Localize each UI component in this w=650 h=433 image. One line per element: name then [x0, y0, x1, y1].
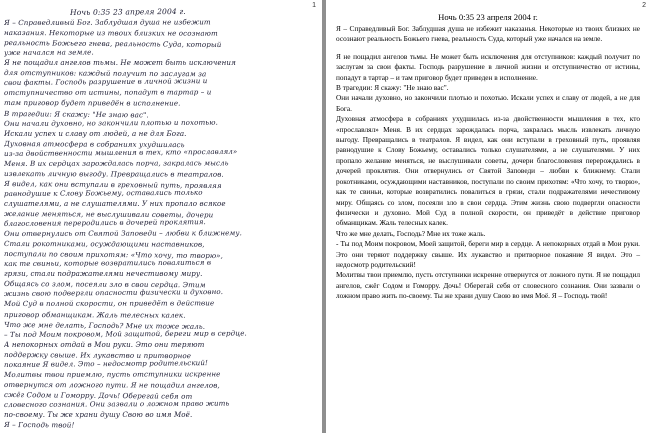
handwritten-line: из-за двойственности мышления в тех, кто «прославлял»	[3, 146, 238, 158]
handwritten-line: извлекать личную выгоду. Превращались в театралов.	[3, 168, 224, 179]
paragraph: Что же мне делать, Господь? Мне их тоже жаль.	[336, 228, 486, 238]
typed-text	[336, 12, 640, 302]
paragraph: Духовная атмосфера в собраниях ухудшилась из-за двойственности мышления в тех, кто «прославлял» Меня. В их сердцах зарождалась порча, закралась мысль извлекать личную выгоду. Превращались в театралов. Я видел, как они вступали в греховный путь, проявляя равнодушие к Слову Божьему, оставались только слушателями, а не слушателями. У них пропало желание меняться, не выслушивали советы, дочери благословения перерождались в дочерей проклятия. Они отвернулись от Святой Заповеди – любви к ближнему. Стали рокотниками, осуждающими наставников, поступали по своим прихотям: «Что хочу, то творю», как те свиньи, которые возвратились повалиться в грязи, стали подражателями нечестивому миру. Общаясь со злом, посеяли зло в свои сердца. Этим жизнь свою подвергли опасности физически и духовно. Мой Суд в полной скорости, он приведёт в действие приговор обманщикам. Жаль телесных калек.	[336, 114, 640, 228]
handwritten-line: Меня. В их сердцах зарождалась порча, закралась мысль	[3, 158, 229, 168]
handwritten-line: Искали успех и славу от людей, а не для Бога.	[4, 128, 187, 138]
handwritten-line: поддержку свыше. Их лукавство и притворное	[3, 349, 192, 360]
paragraph: Они начали духовно, но закончили плотью и похотью. Искали успех и славу от людей, а не для Бога.	[336, 93, 640, 113]
handwritten-line: Общаясь со злом, посеяли зло в свои сердца. Этим	[3, 279, 206, 290]
handwritten-line: Они начали духовно, но закончили плотью и похотью.	[3, 117, 218, 128]
handwritten-line: грязи, стали подражателями нечестивому миру.	[4, 269, 203, 279]
handwritten-line: сжёг Содом и Гоморру. Дочь! Оберегай себя от	[3, 389, 193, 401]
handwritten-line: Я видел, как они вступали в греховный путь, проявляя	[3, 178, 222, 190]
handwritten-line: желание меняться, не выслушивали советы, дочери	[3, 209, 214, 220]
page-number-left: 1	[312, 2, 316, 9]
handwritten-line: Духовная атмосфера в собраниях ухудшилась	[3, 138, 185, 149]
handwritten-line: как те свиньи, которые возвратились повалиться в	[3, 257, 212, 269]
handwritten-line: для отступников: каждый получит по заслугам за	[3, 68, 207, 79]
handwritten-line: по-своему. Ты же храни душу Свою во имя Моё.	[4, 410, 193, 419]
paragraph: Я не пощадил ангелов тьмы. Не может быть исключения для отступников: каждый получит по заслугам за свои факты. Господь разрушение в личной жизни и отступничество от истины, попадут в тартар – и там приговор будет приведен в исполнение.	[336, 51, 640, 82]
handwritten-line: уже начался на земле.	[3, 47, 94, 58]
handwritten-line: приговор обманщикам. Жаль телесных калек.	[3, 309, 186, 320]
handwritten-line: – Ты под Моим покровом, Мой защитой, береги мир в сердце.	[3, 328, 247, 339]
handwritten-line: равнодушие к Слову Божьему, оставались только	[3, 187, 203, 198]
handwritten-line: Что же мне делать, Господь? Мне их тоже жаль.	[3, 319, 206, 331]
handwritten-line: В трагедии: Я скажу: "Не знаю вас".	[3, 108, 149, 119]
typed-page	[326, 0, 650, 433]
handwritten-line: Я – Справедливый Бог. Заблудшая душа не избежит	[3, 17, 211, 28]
handwritten-line: А непокорных отдай в Мои руки. Это они теряют	[4, 339, 205, 349]
handwritten-line: отступничество от истины, попадут в тартар – и	[3, 87, 212, 98]
handwritten-line: Мой Суд в полной скорости, он приведёт в действие	[3, 298, 215, 309]
handwritten-line: покаяние Я видел. Это – недосмотр родительский!	[3, 357, 208, 369]
handwritten-line: свои факты. Господь разрушение в личной жизни и	[3, 76, 208, 88]
handwritten-line: Ночь 0:35 23 апреля 2004 г.	[69, 6, 186, 17]
handwritten-line: Я – Господь твой!	[3, 420, 75, 430]
handwritten-line: жизнь свою подвергли опасности физически и духовно.	[3, 287, 224, 299]
typed-title: Ночь 0:35 23 апреля 2004 г.	[438, 12, 538, 22]
handwritten-line: Стали рокотниками, осуждающими наставников,	[3, 239, 205, 249]
page-number-right: 2	[642, 2, 646, 9]
handwritten-line: Молитвы твои приемлю, пусть отступники искренне	[3, 369, 221, 379]
handwritten-line: благословения переродились в дочерей проклятия.	[3, 217, 206, 229]
handwritten-line: там приговор будет приведён в исполнение.	[3, 98, 181, 108]
handwritten-line: поступали по своим прихотям: «Что хочу, то творю»,	[3, 249, 224, 261]
handwritten-line: словесного сознания. Они зазвали о ложном право жить	[3, 398, 230, 409]
handwritten-page	[0, 0, 322, 433]
handwritten-text	[0, 0, 322, 433]
paragraph: В трагедии: Я скажу: "Не знаю вас".	[336, 83, 449, 93]
handwritten-line: отвернутся от ложного пути. Я не пощадил ангелов,	[3, 379, 220, 390]
handwritten-line: наказания. Некоторые из твоих близких не осознают	[3, 28, 218, 38]
handwritten-line: слушателями, а не слушателями. У них пропало всякое	[4, 198, 226, 208]
paragraph: Молитвы твои приемлю, пусть отступники искренне отвернутся от ложного пути. Я не пощадил ангелов, сжёг Содом и Гоморру. Дочь! Оберегай себя от словесного сознания. Они зазвали о ложном право жить по-своему. Ты же храни душу Свою во имя Моё. Я – Господь твой!	[336, 270, 640, 301]
handwritten-line: Они отвернулись от Святой Заповеди – любви к ближнему.	[3, 228, 242, 239]
paragraph: Я – Справедливый Бог. Заблудшая душа не избежит наказанья. Некоторые из твоих близких не осознают реальность Божьего гнева, реальность Суда, который уже начался на земле.	[336, 24, 640, 44]
handwritten-line: Я не пощадил ангелов тьмы. Не может быть исключения	[4, 58, 236, 68]
paragraph: - Ты под Моим покровом, Моей защитой, береги мир в сердце. А непокорных отдай в Мои руки. Это они теряют поддержку свыше. Их лукавство и притворное покаяние Я видел. Это – недосмотр родительский!	[336, 239, 640, 269]
handwritten-line: реальность Божьего гнева, реальность Суда, который	[3, 38, 222, 50]
